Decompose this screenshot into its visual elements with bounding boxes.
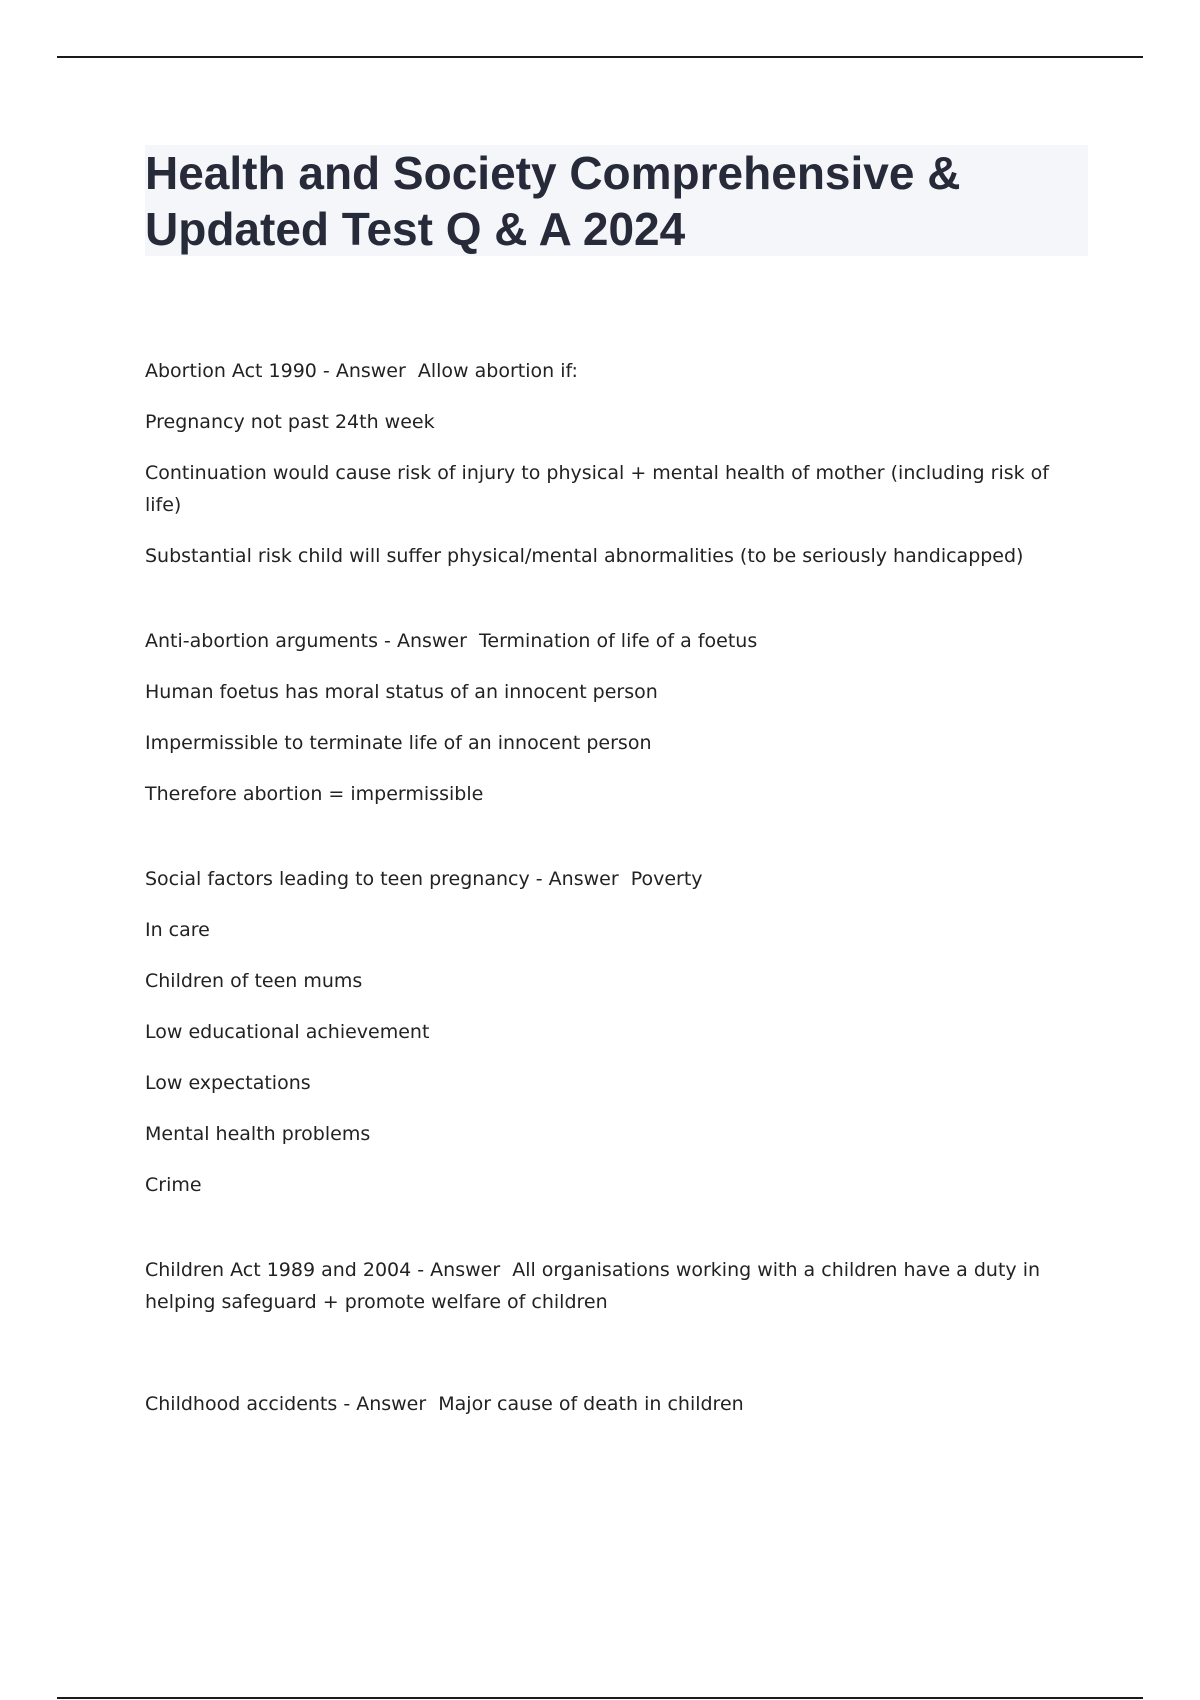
qa-question-line: Children Act 1989 and 2004 - Answer All organisations working with a children have a duty in helping safeguard + promote welfare of children — [145, 1259, 1047, 1313]
qa-question-line: Childhood accidents - Answer Major cause of death in children — [145, 1393, 744, 1415]
qa-item-teen-pregnancy — [145, 863, 1075, 1201]
qa-question-line: Social factors leading to teen pregnancy - Answer Poverty — [145, 868, 703, 890]
qa-question-line: Abortion Act 1990 - Answer Allow abortion if: — [145, 360, 578, 382]
spacer — [145, 591, 1075, 625]
qa-answer-line: In care — [145, 919, 210, 941]
qa-answer-line: Low expectations — [145, 1072, 311, 1094]
qa-item-anti-abortion — [145, 625, 1075, 810]
qa-answer-line: Children of teen mums — [145, 970, 363, 992]
qa-answer-line: Crime — [145, 1174, 202, 1196]
spacer — [145, 829, 1075, 863]
top-rule — [57, 56, 1143, 58]
qa-item-childhood-accidents — [145, 1388, 1075, 1420]
qa-answer-line: Mental health problems — [145, 1123, 371, 1145]
qa-question-line: Anti-abortion arguments - Answer Termination of life of a foetus — [145, 630, 758, 652]
qa-answer-line: Low educational achievement — [145, 1021, 430, 1043]
qa-answer-line: Continuation would cause risk of injury to physical + mental health of mother (including risk of life) — [145, 462, 1056, 516]
qa-item-abortion-act — [145, 355, 1075, 572]
bottom-rule — [57, 1697, 1143, 1699]
qa-answer-line: Substantial risk child will suffer physical/mental abnormalities (to be seriously handicapped) — [145, 545, 1024, 567]
title-block — [145, 145, 1088, 256]
qa-answer-line: Impermissible to terminate life of an innocent person — [145, 732, 652, 754]
spacer — [145, 1337, 1075, 1388]
qa-answer-line: Human foetus has moral status of an innocent person — [145, 681, 658, 703]
qa-answer-line: Therefore abortion = impermissible — [145, 783, 484, 805]
document-title: Health and Society Comprehensive & Updated Test Q & A 2024 — [145, 147, 961, 255]
qa-list — [145, 355, 1075, 1439]
qa-answer-line: Pregnancy not past 24th week — [145, 411, 435, 433]
qa-item-children-act — [145, 1254, 1075, 1318]
spacer — [145, 1220, 1075, 1254]
